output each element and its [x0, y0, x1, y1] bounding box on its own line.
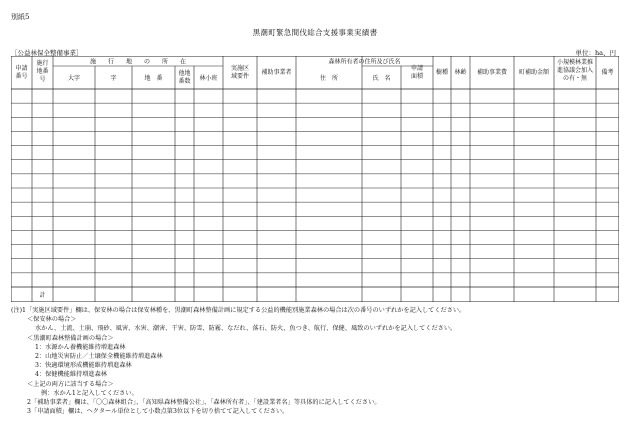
header-oaza: 大字	[67, 75, 81, 82]
header-seko-chi-bango: 地番	[36, 68, 49, 75]
header-jusho: 住 所	[319, 75, 339, 82]
note-line: 4：保健機能維持増進森林	[35, 371, 107, 379]
note-line: ＜上記の両方に該当する場合＞	[27, 380, 114, 388]
note-line: 例：水かん1と記入してください。	[41, 389, 138, 397]
header-kibo-kyogikai: の有・無	[562, 75, 588, 82]
header-aza: 字	[110, 75, 117, 82]
header-jisshi-kuiki: 域要件	[230, 73, 250, 80]
header-rinshohan: 林小班	[199, 75, 218, 82]
total-label: 計	[39, 292, 46, 299]
note-line: ＜黒潮町森林整備計画の場合＞	[27, 334, 114, 342]
notes-section	[11, 306, 465, 416]
note-line: 1：水源かん養機能維持増進森林	[35, 343, 126, 351]
note-line: 水かん、土流、土崩、飛砂、風害、水害、潮害、干害、防雪、防霧、なだれ、落石、防火、魚つき、航行、保健、風致のいずれかを記入してください。	[35, 325, 457, 333]
header-seko-chi-bango: 号	[39, 76, 46, 83]
header-hojo-jigyosha: 補助事業者	[261, 69, 292, 76]
header-shinsei-bango: 申請	[15, 65, 28, 72]
header-cho-hojokingaku: 町補助金額	[518, 69, 550, 76]
note-line: ＜保安林の場合＞	[27, 316, 77, 324]
header-rinrei: 林齢	[454, 69, 467, 76]
section-label: ［公益林保全整備事業］	[11, 49, 83, 57]
note-line: (注)1「実施区域要件」欄は、保安林の場合は保安林種を、黒潮町森林整備計画に規定する公益的機能別施業森林の場合は次の番号のいずれかを記入してください。	[11, 307, 466, 314]
unit-label: 単位：ha、円	[575, 49, 616, 57]
header-shinsei-menseki: 申請	[410, 65, 424, 72]
header-tasho-chiban: 番数	[178, 78, 191, 85]
header-kibo-kyogikai: 小規模林業推	[556, 59, 594, 66]
document-title: 黒潮町緊急間伐総合支援事業実績書	[252, 28, 378, 37]
header-hojo-jigyohi: 補助事業費	[476, 69, 508, 76]
header-jisshi-kuiki: 実施区	[230, 65, 250, 72]
note-line: 3「申請面積」欄は、ヘクタール単位として小数点第3位以下を切り捨てて記入してください。	[27, 408, 289, 416]
header-chiban: 地 番	[144, 75, 163, 82]
header-location-group: 施 行 地 の 所 在	[89, 58, 187, 66]
form-number: 別紙5	[11, 13, 30, 21]
header-shimei: 氏 名	[372, 75, 391, 82]
header-kibo-kyogikai: 進協議会加入	[556, 67, 594, 74]
header-owner-group: 森林所有者の住所及び氏名	[328, 58, 401, 66]
header-tasho-chiban: 他地	[178, 70, 191, 77]
note-line: 2「補助事業者」欄は、「〇〇森林組合」、「高知県森林整備公社」、「森林所有者」、「建設業者名」等具体的に記入してください。	[27, 399, 381, 407]
header-biko: 備考	[601, 69, 614, 76]
header-shinsei-menseki: 面積	[410, 73, 424, 80]
note-line: 2：山地災害防止／土壌保全機能維持増進森林	[35, 353, 163, 361]
record-table	[11, 56, 619, 302]
header-jushu: 樹種	[435, 69, 449, 76]
header-shinsei-bango: 番号	[15, 73, 28, 80]
header-seko-chi-bango: 施行	[36, 60, 49, 67]
note-line: 3：快適環境形成機能維持増進森林	[35, 362, 132, 370]
